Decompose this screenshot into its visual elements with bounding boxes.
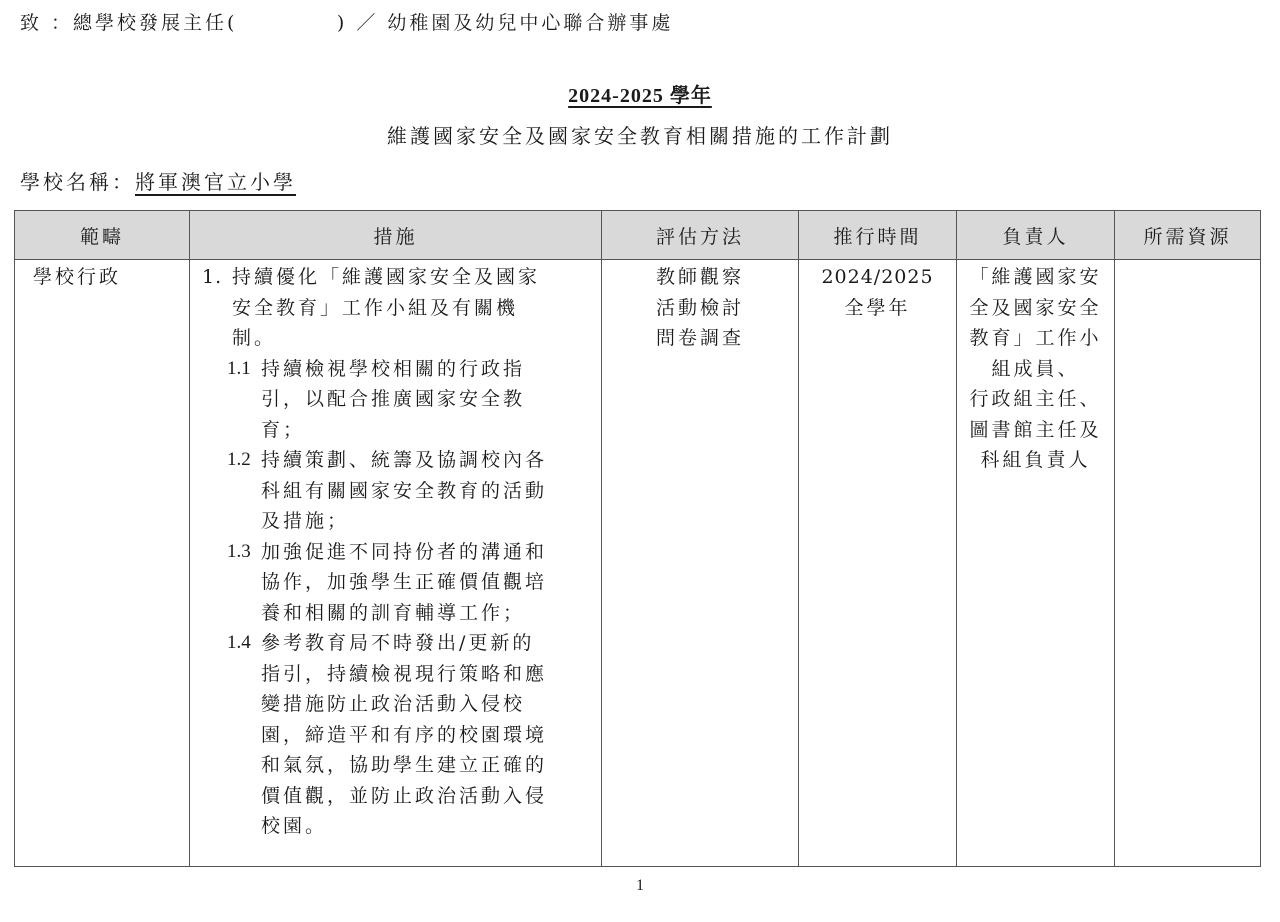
sub-measure-line: 科組有關國家安全教育的活動 xyxy=(261,479,548,502)
sub-measure-line: 持續檢視學校相關的行政指 xyxy=(261,357,526,380)
school-name-line xyxy=(20,166,296,195)
resources-cell xyxy=(1115,260,1261,867)
evaluation-method: 問卷調查 xyxy=(655,327,744,349)
measure-text xyxy=(232,262,593,354)
header-resources: 所需資源 xyxy=(1115,211,1261,260)
responsible-line: 組成員、 xyxy=(991,357,1080,380)
addressee-line: 致 ：總學校發展主任( ) ／ 幼稚園及幼兒中心聯合辦事處 xyxy=(20,12,674,34)
header-category: 範疇 xyxy=(15,211,190,260)
sub-measure-line: 育； xyxy=(261,418,306,441)
sub-measure-number: 1.1 xyxy=(227,357,251,379)
sub-measure-line: 和氣氛，協助學生建立正確的 xyxy=(261,754,548,776)
responsible-line: 教育」工作小 xyxy=(969,327,1102,349)
schedule-cell xyxy=(799,260,957,867)
sub-measure-number: 1.4 xyxy=(227,632,251,653)
school-year-title: 2024-2025 學年 xyxy=(568,85,712,107)
sub-measure-line: 校園。 xyxy=(261,815,328,837)
responsible-line: 全及國家安全 xyxy=(969,296,1102,319)
work-plan-table xyxy=(14,210,1261,867)
school-name-value: 將軍澳官立小學 xyxy=(135,170,296,194)
sub-measure-line: 引，以配合推廣國家安全教 xyxy=(261,388,526,410)
sub-measure-text xyxy=(261,537,593,629)
category-value: 學校行政 xyxy=(33,266,122,288)
sub-measure-line: 持續策劃、統籌及協調校內各 xyxy=(261,449,548,471)
table-row xyxy=(15,260,1261,867)
header-measures: 措施 xyxy=(190,211,602,260)
sub-measure-line: 參考教育局不時發出/更新的 xyxy=(261,632,535,654)
page-number: 1 xyxy=(636,877,644,894)
sub-measure-line: 養和相關的訓育輔導工作； xyxy=(261,601,526,624)
sub-measure-line: 指引，持續檢視現行策略和應 xyxy=(261,662,548,685)
category-cell xyxy=(15,260,190,867)
sub-measure-text xyxy=(261,445,593,537)
responsible-cell xyxy=(957,260,1115,867)
responsible-line: 圖書館主任及 xyxy=(969,418,1102,441)
measure-item-1 xyxy=(202,262,593,354)
sub-measure-list xyxy=(227,354,593,842)
schedule-year: 2024/2025 xyxy=(821,266,934,288)
evaluation-cell xyxy=(602,260,799,867)
measure-line: 安全教育」工作小組及有關機 xyxy=(232,296,519,319)
sub-measure-1-1 xyxy=(227,354,593,446)
sub-measure-number: 1.2 xyxy=(227,449,251,470)
school-name-label: 學校名稱： xyxy=(20,170,135,194)
sub-measure-line: 變措施防止政治活動入侵校 xyxy=(261,693,526,715)
responsible-line: 「維護國家安 xyxy=(969,266,1102,288)
header-evaluation: 評估方法 xyxy=(602,211,799,260)
header-responsible: 負責人 xyxy=(957,211,1115,260)
responsible-line: 行政組主任、 xyxy=(969,388,1102,410)
sub-measure-text xyxy=(261,628,593,842)
sub-measure-line: 園，締造平和有序的校園環境 xyxy=(261,723,548,746)
measure-number: 1. xyxy=(202,266,223,288)
sub-measure-line: 及措施； xyxy=(261,510,350,532)
measures-cell xyxy=(190,260,602,867)
sub-measure-1-4 xyxy=(227,628,593,842)
plan-title: 維護國家安全及國家安全教育相關措施的工作計劃 xyxy=(387,124,893,148)
schedule-period: 全學年 xyxy=(844,296,911,319)
header-schedule: 推行時間 xyxy=(799,211,957,260)
table-header-row xyxy=(15,211,1261,260)
evaluation-method: 活動檢討 xyxy=(655,296,744,319)
sub-measure-1-2 xyxy=(227,445,593,537)
measure-line: 制。 xyxy=(232,327,277,349)
sub-measure-line: 協作，加強學生正確價值觀培 xyxy=(261,571,548,593)
sub-measure-text xyxy=(261,354,593,446)
sub-measure-line: 價值觀，並防止政治活動入侵 xyxy=(261,784,548,807)
sub-measure-1-3 xyxy=(227,537,593,629)
sub-measure-line: 加強促進不同持份者的溝通和 xyxy=(261,540,548,563)
measure-line: 持續優化「維護國家安全及國家 xyxy=(232,266,541,288)
evaluation-method: 教師觀察 xyxy=(655,266,744,288)
sub-measure-number: 1.3 xyxy=(227,540,251,562)
responsible-line: 科組負責人 xyxy=(980,449,1091,471)
